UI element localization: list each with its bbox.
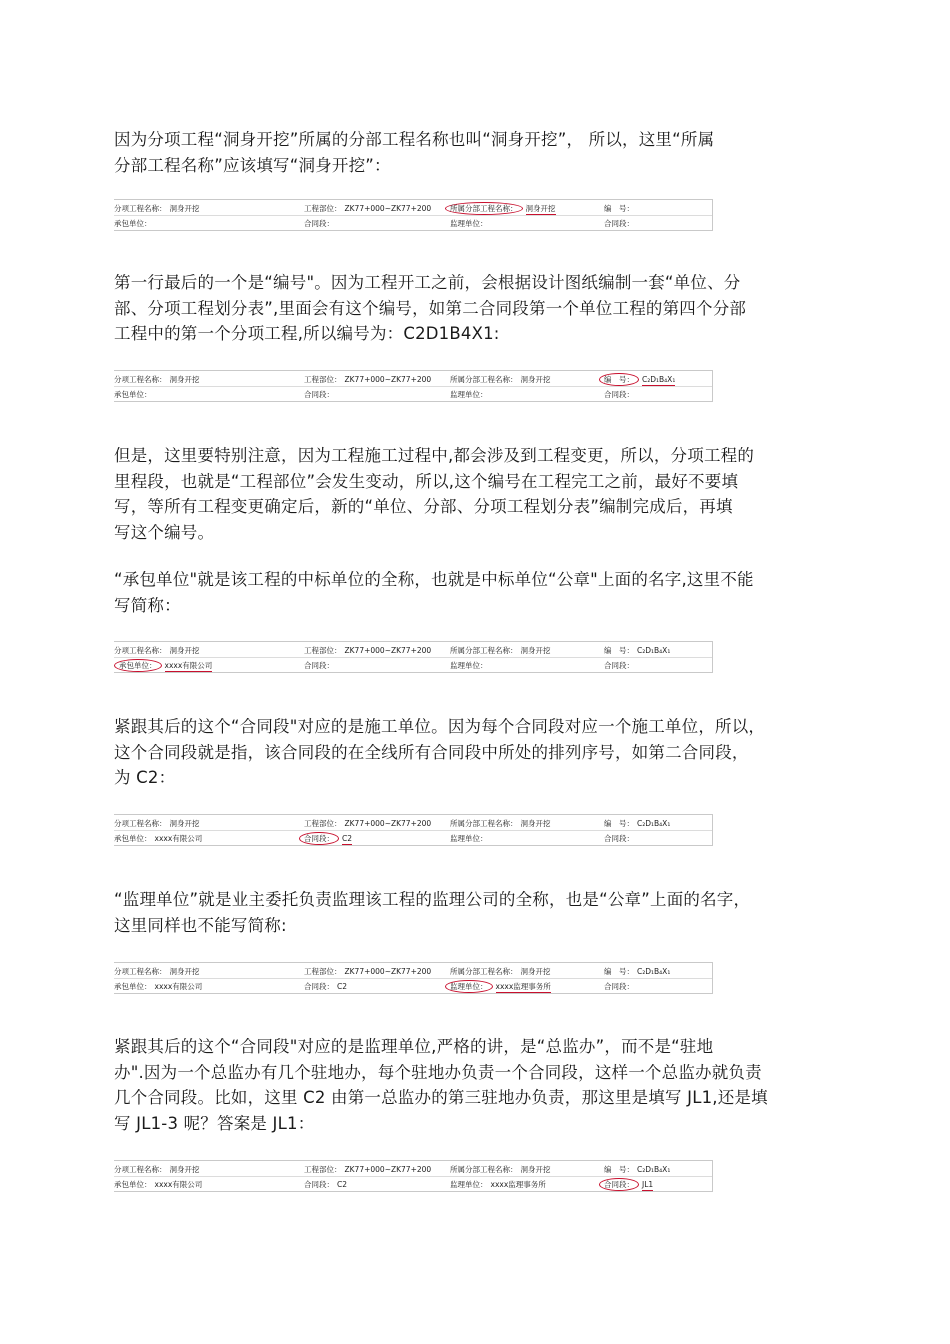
paragraph-6: “监理单位”就是业主委托负责监理该工程的监理公司的全称，也是“公章”上面的名字， 这里同样也不能写简称: <box>114 890 751 935</box>
paragraph-5: 紧跟其后的这个“合同段"对应的是施工单位。因为每个合同段对应一个施工单位，所以， 这个合同段就是指，该合同段的在全线所有合同段中所处的排列序号，如第二合同段， 为 C2： <box>114 717 766 787</box>
paragraph-4: “承包单位"就是该工程的中标单位的全称，也就是中标单位“公章"上面的名字,这里不能 写简称： <box>114 570 754 615</box>
annotation-underline: xxxx有限公司 <box>164 661 213 670</box>
annotation-circle: 编 号： <box>599 373 639 386</box>
form-table-4: 分项工程名称： 洞身开挖 工程部位： ZK77+000~ZK77+200 所属分部工程名称： 洞身开挖 编 号： C₂D₁B₄X₁ 承包单位： xxxx有限公司 合同段： C2 监理单位： 合同段： <box>114 814 713 846</box>
annotation-underline: xxxx监理事务所 <box>495 982 551 991</box>
annotation-circle: 合同段： <box>599 1178 639 1191</box>
annotation-underline: JL1 <box>642 1180 654 1189</box>
form-table-2: 分项工程名称： 洞身开挖 工程部位： ZK77+000~ZK77+200 所属分部工程名称： 洞身开挖 编 号： C₂D₁B₄X₁ 承包单位： 合同段： 监理单位： 合同段： <box>114 370 713 402</box>
annotation-underline: C2 <box>342 834 353 843</box>
annotation-underline: C₂D₁B₄X₁ <box>642 375 676 384</box>
form-table-5: 分项工程名称： 洞身开挖 工程部位： ZK77+000~ZK77+200 所属分部工程名称： 洞身开挖 编 号： C₂D₁B₄X₁ 承包单位： xxxx有限公司 合同段： C2 监理单位： xxxx监理事务所 合同段： <box>114 962 713 994</box>
paragraph-2: 第一行最后的一个是“编号"。因为工程开工之前，会根据设计图纸编制一套“单位、分 部、分项工程划分表”,里面会有这个编号，如第二合同段第一个单位工程的第四个分部 工程中的第一个分项工程,所以编号为：C2D1B4X1: <box>114 273 747 343</box>
paragraph-7: 紧跟其后的这个“合同段"对应的是监理单位,严格的讲，是“总监办”，而不是“驻地 办".因为一个总监办有几个驻地办，每个驻地办负责一个合同段，这样一个总监办就负责 几个合同段。比如，这里 C2 由第一总监办的第三驻地办负责，那这里是填写 JL1,还是填 写 JL1-3 呢？答案是 JL1： <box>114 1037 768 1133</box>
annotation-circle: 所属分部工程名称： <box>445 202 523 215</box>
form-table-3: 分项工程名称： 洞身开挖 工程部位： ZK77+000~ZK77+200 所属分部工程名称： 洞身开挖 编 号： C₂D₁B₄X₁ 承包单位： xxxx有限公司 合同段： 监理单位： 合同段： <box>114 641 713 673</box>
form-table-6: 分项工程名称： 洞身开挖 工程部位： ZK77+000~ZK77+200 所属分部工程名称： 洞身开挖 编 号： C₂D₁B₄X₁ 承包单位： xxxx有限公司 合同段： C2 监理单位： xxxx监理事务所 合同段： JL1 <box>114 1160 713 1192</box>
annotation-circle: 监理单位： <box>445 980 493 993</box>
annotation-underline: 洞身开挖 <box>525 204 556 213</box>
paragraph-1: 因为分项工程“洞身开挖”所属的分部工程名称也叫“洞身开挖”， 所以，这里“所属 分部工程名称”应该填写“洞身开挖”： <box>114 130 715 175</box>
paragraph-3: 但是，这里要特别注意，因为工程施工过程中,都会涉及到工程变更，所以，分项工程的 里程段，也就是“工程部位”会发生变动，所以,这个编号在工程完工之前，最好不要填 写，等所有工程变更确定后，新的“单位、分部、分项工程划分表”编制完成后，再填 写这个编号。 <box>114 446 755 542</box>
annotation-circle: 承包单位： <box>114 659 162 672</box>
annotation-circle: 合同段： <box>299 832 339 845</box>
form-table-1: 分项工程名称： 洞身开挖 工程部位： ZK77+000~ZK77+200 所属分部工程名称： 洞身开挖 编 号： 承包单位： 合同段： 监理单位： 合同段： <box>114 199 713 231</box>
